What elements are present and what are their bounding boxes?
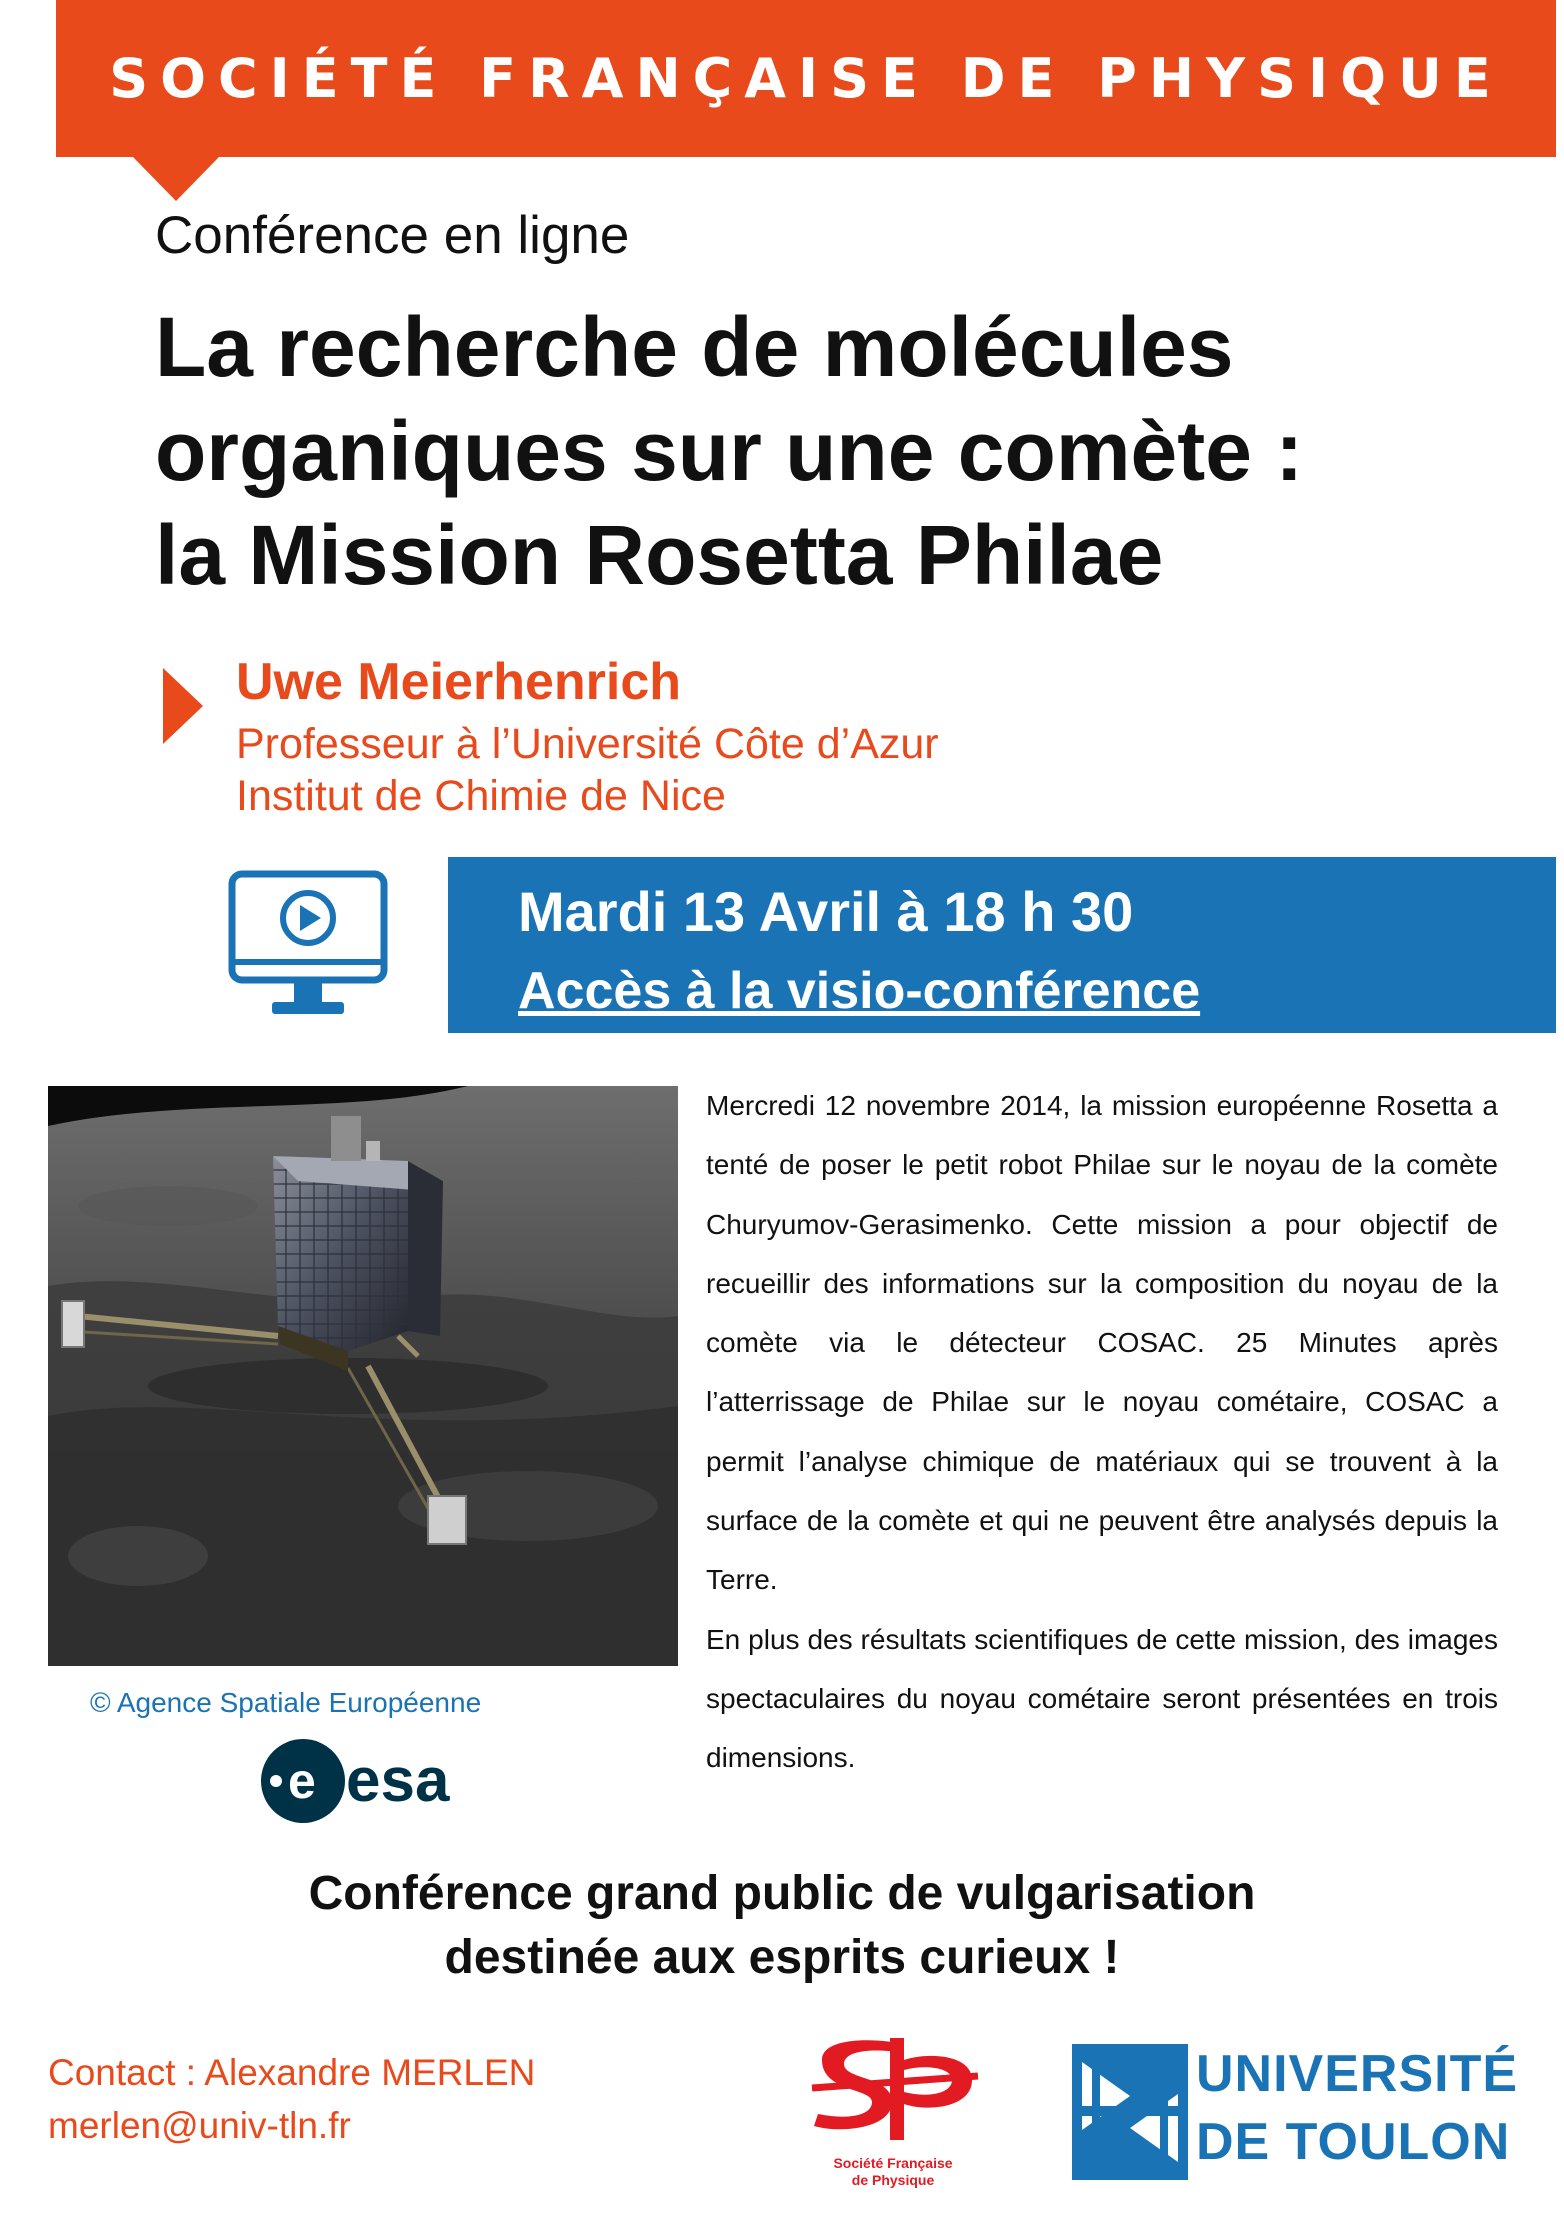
visio-access-link[interactable]: Accès à la visio-conférence — [518, 962, 1201, 1020]
event-kicker: Conférence en ligne — [155, 206, 630, 265]
sfp-logo — [802, 2030, 984, 2195]
contact-label: Contact : Alexandre MERLEN — [48, 2052, 536, 2093]
schedule-box — [448, 857, 1556, 1033]
description-paragraph-2: En plus des résultats scientifiques de cette mission, des images spectaculaires du noyau cométaire seront présentées en trois dimensions. — [706, 1623, 1498, 1774]
sfp-logo-text-1: Société Française — [833, 2155, 953, 2171]
image-credit: © Agence Spatiale Européenne — [90, 1687, 482, 1718]
esa-logo — [258, 1736, 488, 1826]
speaker-institute: Institut de Chimie de Nice — [236, 772, 726, 820]
tagline — [0, 1862, 1564, 1990]
title-line-1: La recherche de molécules — [155, 300, 1234, 394]
title-line-3: la Mission Rosetta Philae — [155, 508, 1164, 602]
speaker-role: Professeur à l’Université Côte d’Azur — [236, 720, 939, 768]
esa-logo-text: esa — [346, 1746, 450, 1815]
tagline-line-1: Conférence grand public de vulgarisation — [308, 1867, 1256, 1920]
speaker-arrow-icon — [163, 668, 203, 744]
university-name-line-1: UNIVERSITÉ — [1196, 2045, 1519, 2103]
event-title — [155, 295, 1535, 607]
university-toulon-emblem — [1072, 2044, 1188, 2180]
philae-lander-photo — [48, 1086, 678, 1666]
video-monitor-icon — [228, 870, 388, 1020]
description — [706, 1076, 1498, 1788]
sfp-logo-text-2: de Physique — [851, 2172, 935, 2188]
university-name-line-2: DE TOULON — [1196, 2113, 1511, 2171]
description-paragraph-1: Mercredi 12 novembre 2014, la mission européenne Rosetta a tenté de poser le petit robot Philae sur le noyau de la comète Churyumov-Gerasimenko. Cette mission a pour objectif de recueillir des informations sur la composition du noyau de la comète via le détecteur COSAC. 25 Minutes après l’atterrissage de Philae sur le noyau cométaire, COSAC a permit l’analyse chimique de matériaux qui se trouvent à la surface de la comète et qui ne peuvent être analysés depuis la Terre. — [706, 1090, 1498, 1596]
event-date-time: Mardi 13 Avril à 18 h 30 — [518, 880, 1134, 943]
title-line-2: organiques sur une comète : — [155, 404, 1304, 498]
organization-title: SOCIÉTÉ FRANÇAISE DE PHYSIQUE — [109, 47, 1503, 110]
tagline-line-2: destinée aux esprits curieux ! — [444, 1931, 1120, 1984]
svg-text:e: e — [288, 1753, 316, 1809]
contact-email[interactable]: merlen@univ-tln.fr — [48, 2105, 351, 2146]
speaker-name: Uwe Meierhenrich — [236, 653, 682, 711]
banner-notch — [133, 157, 219, 201]
